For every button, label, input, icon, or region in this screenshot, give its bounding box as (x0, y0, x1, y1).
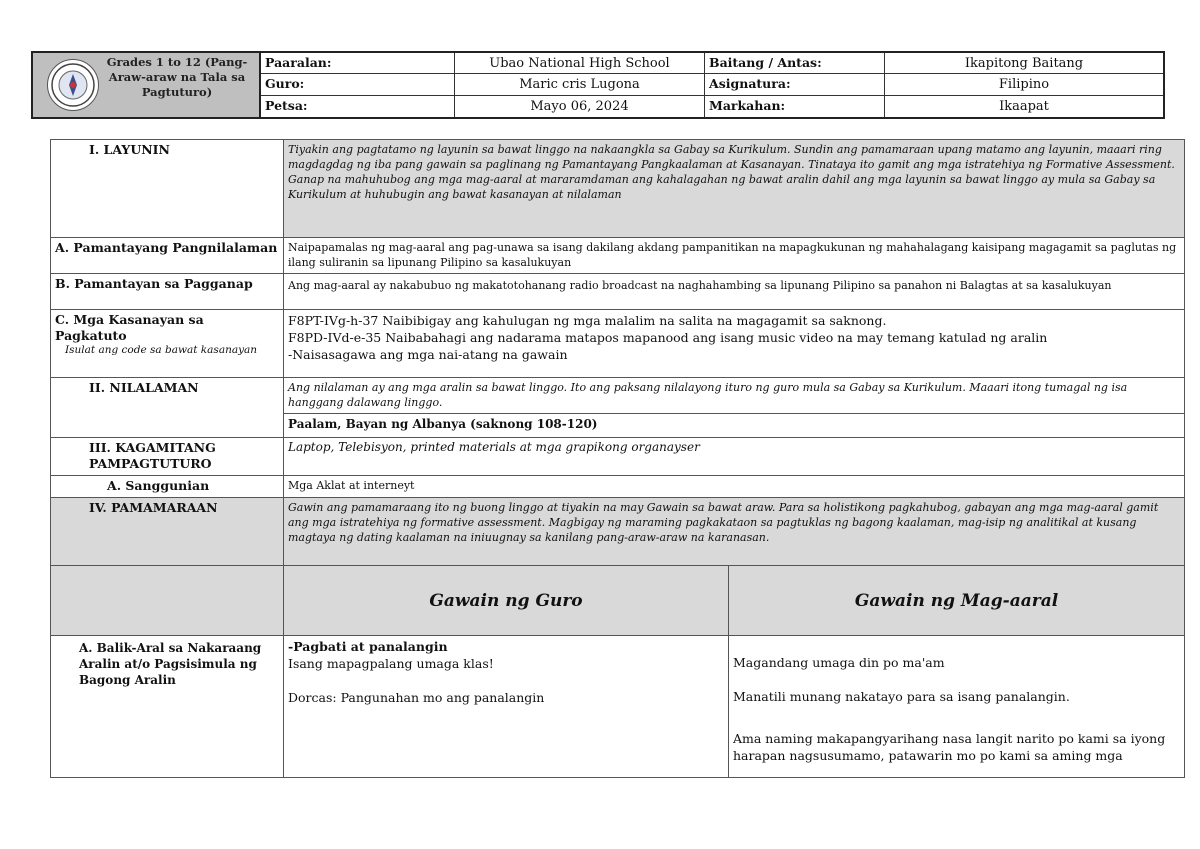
form-title: Grades 1 to 12 (Pang-Araw-araw na Tala sa Pagtuturo) (106, 55, 248, 99)
guro-line-1: Isang mapagpalang umaga klas! (288, 656, 494, 671)
magaaral-line-3: Ama naming makapangyarihang nasa langit narito po kami sa iyong harapan nagsusumamo, patawarin mo po kami sa aming mga (733, 731, 1166, 763)
column-header-guro: Gawain ng Guro (284, 566, 729, 636)
kasanayan-line-2: F8PD-IVd-e-35 Naibabahagi ang nadarama matapos mapanood ang isang music video na may temang katulad ng aralin (288, 330, 1048, 345)
pagganap-row (51, 274, 1185, 310)
kagamitan-text: Laptop, Telebisyon, printed materials at mga grapikong organayser (284, 438, 1185, 476)
kasanayan-note: Isulat ang code sa bawat kasanayan (65, 344, 258, 356)
pamamaraan-text: Gawin ang pamamaraang ito ng buong linggo at tiyakin na may Gawain sa bawat araw. Para sa holistikong pagkahubog, gabayan ang mga mag-aaral gamit ang mga istratehiya ng formative assessment. Magbigay ng maraming pagkakataon sa pagtuklas ng bagong kaalaman, mag-isip ng analitikal at kusang magtaya ng dating kaalaman na iniuugnay sa kanilang pang-araw-araw na karanasan. (284, 498, 1185, 566)
pangnilalaman-row (51, 238, 1185, 274)
pagganap-text: Ang mag-aaral ay nakabubuo ng makatotohanang radio broadcast na naghahambing sa lipunang Pilipino sa panahon ni Balagtas at sa kasalukuyan (284, 274, 1185, 310)
kasanayan-line-3: -Naisasagawa ang mga nai-atang na gawain (288, 347, 568, 362)
teacher-value: Maric cris Lugona (455, 74, 705, 95)
pagganap-label: B. Pamantayan sa Pagganap (51, 274, 284, 310)
date-label: Petsa: (261, 96, 455, 117)
sanggunian-label: A. Sanggunian (51, 476, 284, 498)
kagamitan-label: III. KAGAMITANG PAMPAGTUTURO (51, 438, 284, 476)
kasanayan-label: C. Mga Kasanayan sa Pagkatuto (55, 312, 204, 343)
layunin-row (51, 140, 1185, 238)
magaaral-line-1: Magandang umaga din po ma'am (733, 655, 945, 670)
deped-seal-icon (47, 59, 99, 111)
subject-value: Filipino (885, 74, 1163, 95)
guro-activity-cell (284, 636, 729, 778)
nilalaman-text: Ang nilalaman ay ang mga aralin sa bawat linggo. Ito ang paksang nilalayong ituro ng guro mula sa Gabay sa Kurikulum. Maaari itong tumagal ng isa hanggang dalawang linggo. (284, 378, 1185, 414)
column-header-magaaral: Gawain ng Mag-aaral (729, 566, 1185, 636)
kasanayan-line-1: F8PT-IVg-h-37 Naibibigay ang kahulugan ng mga malalim na salita na magagamit sa saknong. (288, 313, 887, 328)
quarter-label: Markahan: (705, 96, 885, 117)
balikaral-label: A. Balik-Aral sa Nakaraang Aralin at/o Pagsisimula ng Bagong Aralin (51, 636, 284, 778)
school-label: Paaralan: (261, 53, 455, 74)
kagamitan-row (51, 438, 1185, 476)
pangnilalaman-text: Naipapamalas ng mag-aaral ang pag-unawa sa isang dakilang akdang pampanitikan na mapagkukunan ng mahahalagang kaisipang magagamit sa paglutas ng ilang suliranin sa lipunang Pilipino sa kasalukuyan (284, 238, 1185, 274)
grade-label: Baitang / Antas: (705, 53, 885, 74)
column-header-blank (51, 566, 284, 636)
header-title-cell (33, 53, 261, 117)
kasanayan-content (284, 310, 1185, 378)
sanggunian-text: Mga Aklat at interneyt (284, 476, 1185, 498)
kasanayan-row (51, 310, 1185, 378)
grade-value: Ikapitong Baitang (885, 53, 1163, 74)
nilalaman-label: II. NILALAMAN (51, 378, 284, 438)
date-value: Mayo 06, 2024 (455, 96, 705, 117)
magaaral-activity-cell (729, 636, 1185, 778)
pamamaraan-label: IV. PAMAMARAAN (51, 498, 284, 566)
layunin-text: Tiyakin ang pagtatamo ng layunin sa bawat linggo na nakaangkla sa Gabay sa Kurikulum. Sundin ang pamamaraan upang matamo ang layunin, maaari ring magdagdag ng iba pang gawain sa paglinang ng Pamantayang Pangkaalaman at Kasanayan. Tinataya ito gamit ang mga istratehiya ng Formative Assessment. Ganap na mahuhubog ang mga mag-aaral at mararamdaman ang kahalagahan ng bawat aralin dahil ang mga layunin sa bawat linggo ay mula sa Gabay sa Kurikulum at huhubugin ang bawat kasanayan at nilalaman (284, 140, 1185, 238)
teacher-label: Guro: (261, 74, 455, 95)
nilalaman-row (51, 378, 1185, 414)
quarter-value: Ikaapat (999, 98, 1049, 114)
header-info-grid (261, 53, 1163, 117)
nilalaman-topic: Paalam, Bayan ng Albanya (saknong 108-120) (284, 414, 1185, 438)
balikaral-row (51, 636, 1185, 778)
sanggunian-row (51, 476, 1185, 498)
layunin-label: I. LAYUNIN (51, 140, 284, 238)
guro-heading: -Pagbati at panalangin (288, 639, 448, 654)
column-header-row (51, 566, 1185, 636)
subject-label: Asignatura: (705, 74, 885, 95)
guro-line-2: Dorcas: Pangunahan mo ang panalangin (288, 690, 545, 705)
kasanayan-cell (51, 310, 284, 378)
school-value: Ubao National High School (455, 53, 705, 74)
header-block (31, 51, 1165, 119)
pamamaraan-row (51, 498, 1185, 566)
magaaral-line-2: Manatili munang nakatayo para sa isang panalangin. (733, 689, 1070, 704)
lesson-plan-table (50, 139, 1185, 778)
pangnilalaman-label: A. Pamantayang Pangnilalaman (51, 238, 284, 274)
